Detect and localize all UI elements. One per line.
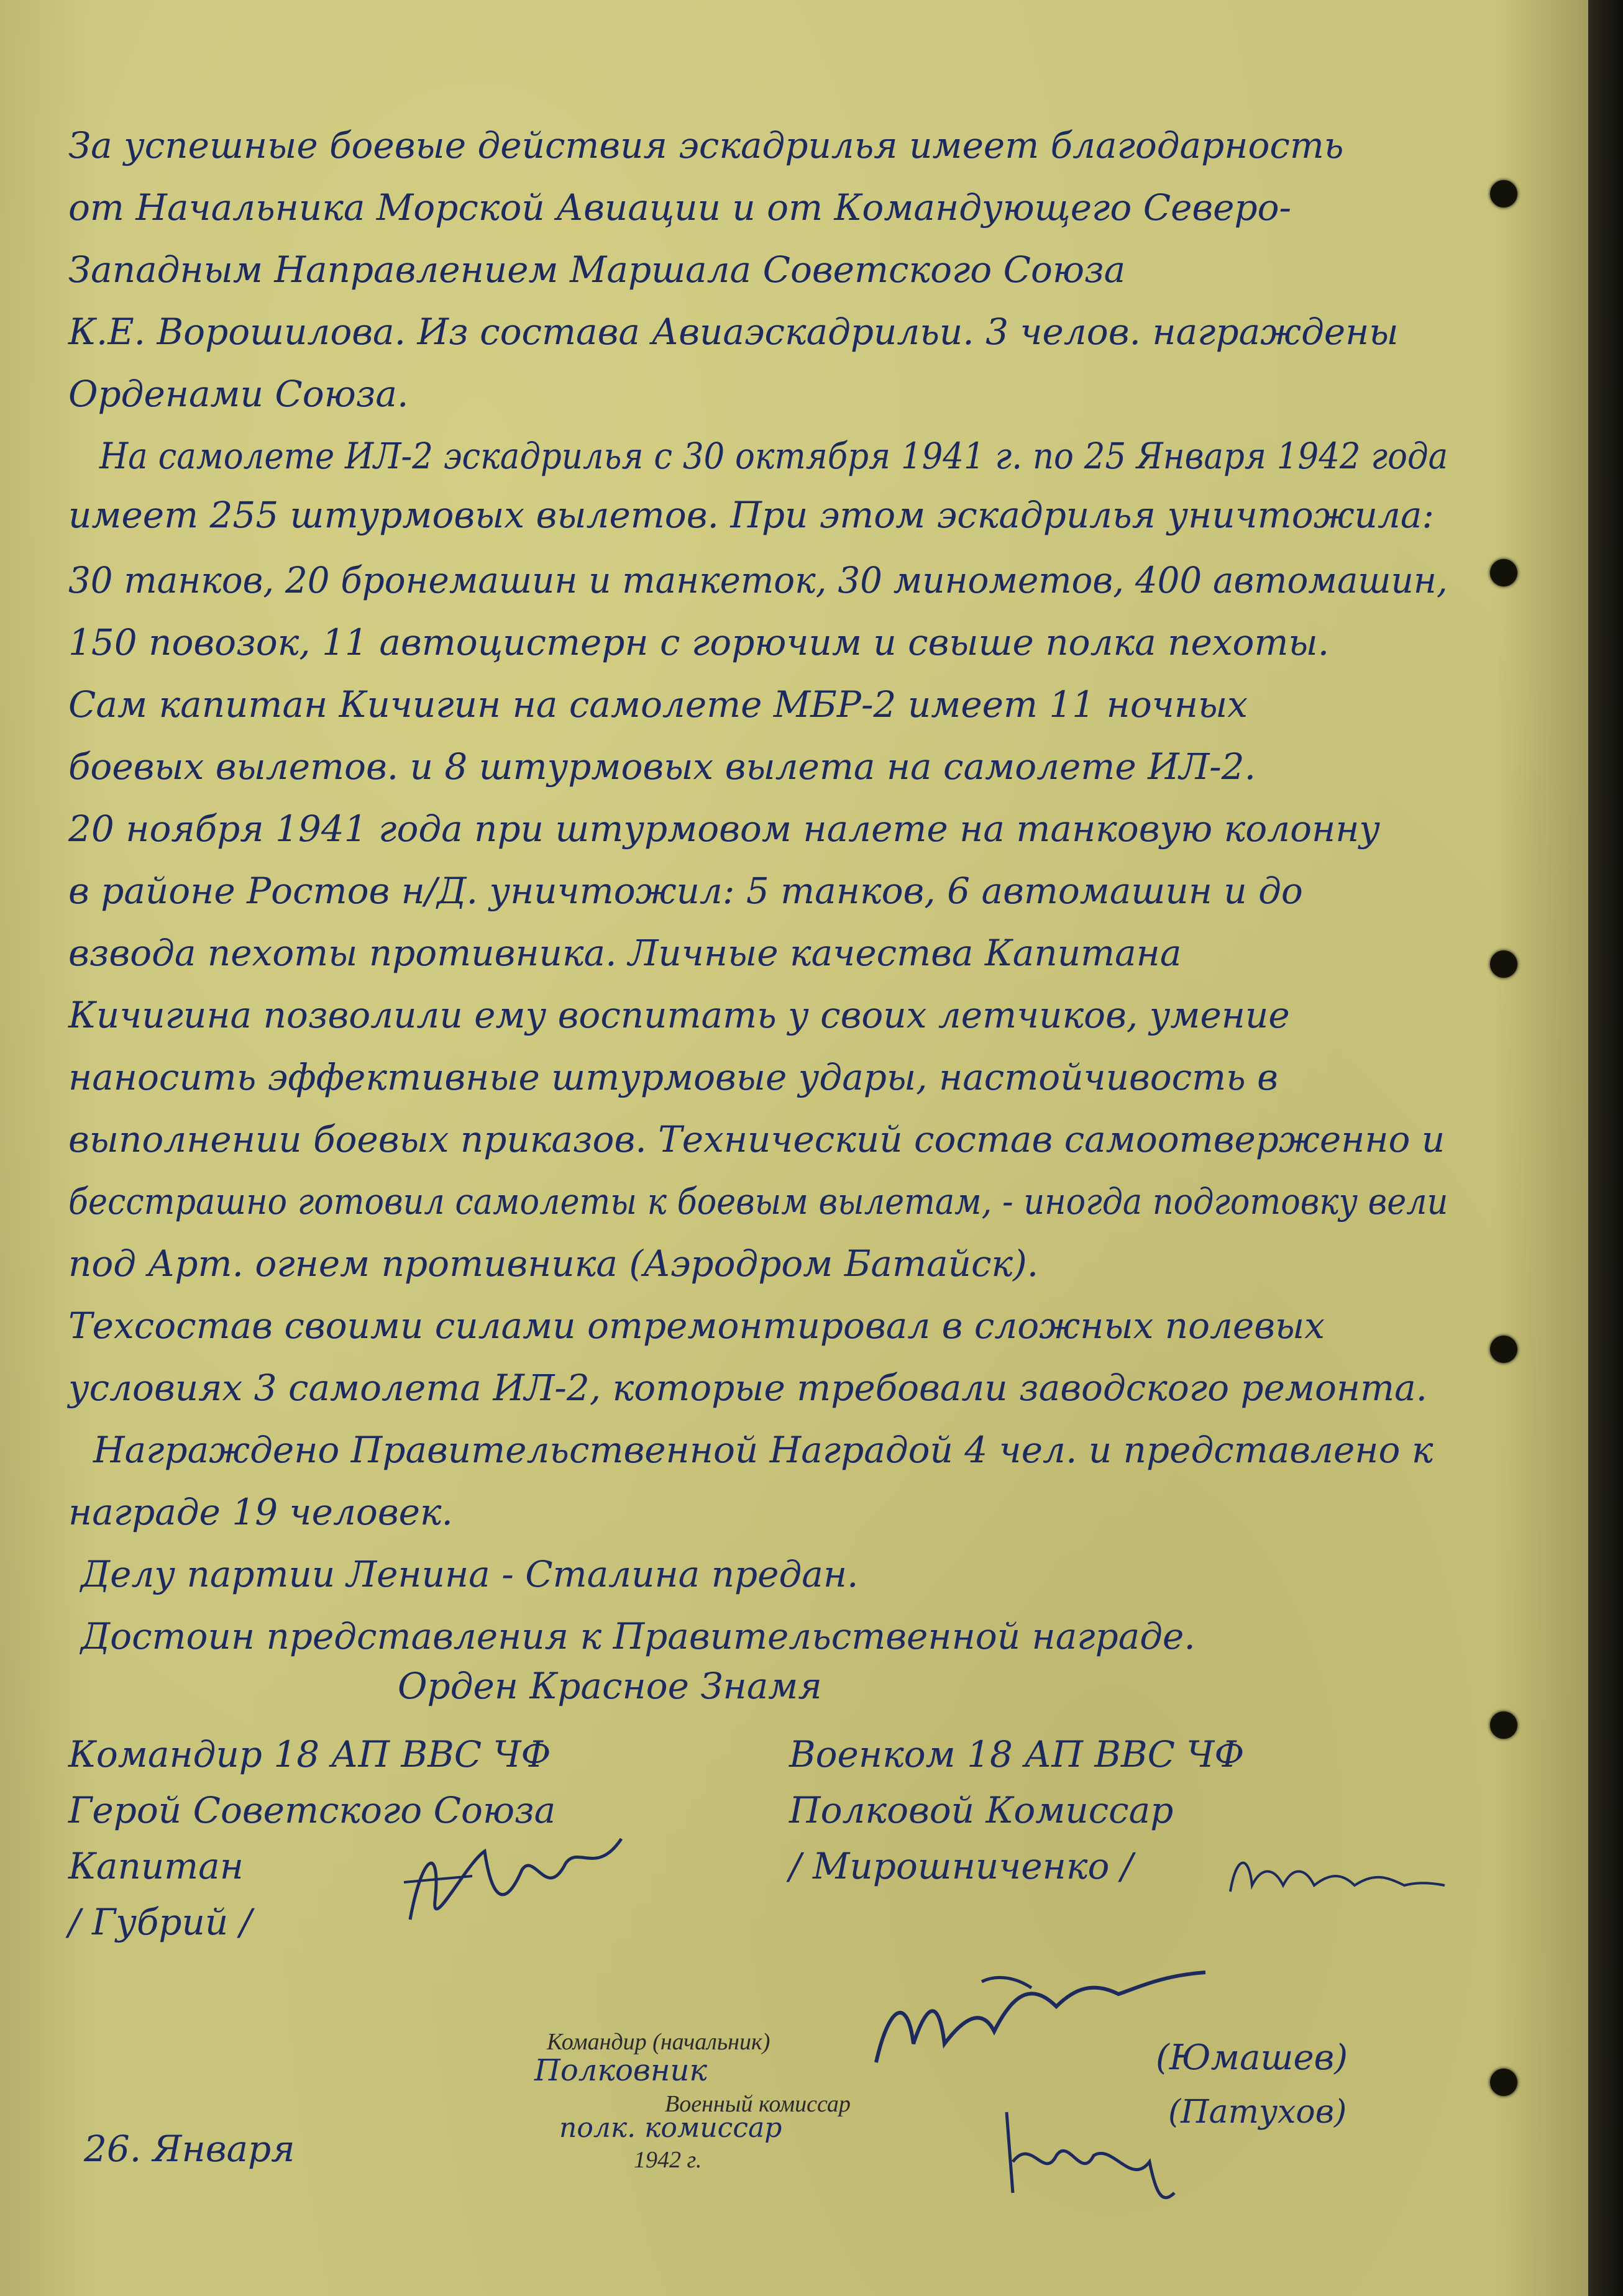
binder-hole [1490, 2069, 1517, 2096]
body-line: Техсостав своими силами отремонтировал в сложных полевых [68, 1305, 1325, 1347]
handwritten-signature-commander [870, 1969, 1218, 2087]
handwritten-signature-miroshnichenko [1224, 1848, 1448, 1904]
body-line: 150 повозок, 11 автоцистерн с горючим и свыше полка пехоты. [68, 621, 1330, 663]
body-line: Орденами Союза. [68, 373, 409, 415]
left-signatory-title: Командир 18 АП ВВС ЧФ [68, 1733, 551, 1775]
body-line: наносить эффективные штурмовые удары, настойчивость в [68, 1056, 1278, 1098]
handwritten-signature-gubriy [398, 1826, 634, 1951]
left-signatory-rank: Герой Советского Союза [68, 1789, 556, 1831]
binder-hole [1490, 559, 1517, 586]
body-line: За успешные боевые действия эскадрилья имеет благодарность [68, 124, 1344, 166]
handwritten-signature-commissar [994, 2100, 1181, 2212]
body-line: На самолете ИЛ-2 эскадрилья с 30 октября 1941 г. по 25 Января 1942 года [99, 435, 1448, 477]
left-signatory-name: / Губрий / [68, 1901, 252, 1943]
body-line: от Начальника Морской Авиации и от Командующего Северо- [68, 186, 1292, 229]
body-line: выполнении боевых приказов. Технический состав самоотверженно и [68, 1118, 1445, 1160]
binder-hole [1490, 1711, 1517, 1739]
commander-label: Командир (начальник) [547, 2029, 770, 2055]
body-line: К.Е. Ворошилова. Из состава Авиаэскадрильи. 3 челов. награждены [68, 311, 1399, 353]
body-line: в районе Ростов н/Д. уничтожил: 5 танков, 6 автомашин и до [68, 870, 1303, 912]
commissar-name: (Патухов) [1168, 2093, 1347, 2131]
binder-hole [1490, 950, 1517, 978]
body-line: имеет 255 штурмовых вылетов. При этом эскадрилья уничтожила: [68, 494, 1435, 536]
body-line: бесстрашно готовил самолеты к боевым вылетам, - иногда подготовку вели [68, 1180, 1448, 1223]
right-signatory-rank: Полковой Комиссар [789, 1789, 1174, 1831]
year-field: 1942 г. [634, 2147, 702, 2173]
body-line: условиях 3 самолета ИЛ-2, которые требовали заводского ремонта. [68, 1367, 1428, 1409]
right-signatory-name: / Мирошниченко / [789, 1845, 1133, 1887]
binder-hole [1490, 180, 1517, 207]
commander-name: (Юмашев) [1156, 2038, 1348, 2078]
body-line: под Арт. огнем противника (Аэродром Батайск). [68, 1242, 1039, 1285]
body-line: Сам капитан Кичигин на самолете МБР-2 имеет 11 ночных [68, 683, 1248, 726]
body-line: Западным Направлением Маршала Советского Союза [68, 248, 1126, 291]
date-day-month: 26. Января [84, 2128, 295, 2170]
body-line: Награждено Правительственной Наградой 4 чел. и представлено к [93, 1429, 1433, 1471]
body-line: Кичигина позволили ему воспитать у своих летчиков, умение [68, 994, 1290, 1036]
body-line: боевых вылетов. и 8 штурмовых вылета на самолете ИЛ-2. [68, 745, 1256, 788]
page-edge-shadow [1588, 0, 1623, 2296]
body-line: Достоин представления к Правительственной награде. [81, 1615, 1196, 1657]
commander-rank: Полковник [534, 2053, 708, 2088]
body-line: 20 ноября 1941 года при штурмовом налете на танковую колонну [68, 808, 1381, 850]
body-line: 30 танков, 20 бронемашин и танкеток, 30 минометов, 400 автомашин, [68, 559, 1448, 601]
binder-hole [1490, 1336, 1517, 1363]
body-line: Делу партии Ленина - Сталина предан. [81, 1553, 859, 1595]
award-line: Орден Красное Знамя [398, 1665, 822, 1707]
commissar-label: Военный комиссар [665, 2091, 851, 2117]
right-signatory-title: Военком 18 АП ВВС ЧФ [789, 1733, 1245, 1775]
left-signatory-grade: Капитан [68, 1845, 244, 1887]
commissar-rank: полк. комиссар [559, 2112, 782, 2144]
body-line: награде 19 человек. [68, 1491, 453, 1533]
body-line: взвода пехоты противника. Личные качества Капитана [68, 932, 1182, 974]
